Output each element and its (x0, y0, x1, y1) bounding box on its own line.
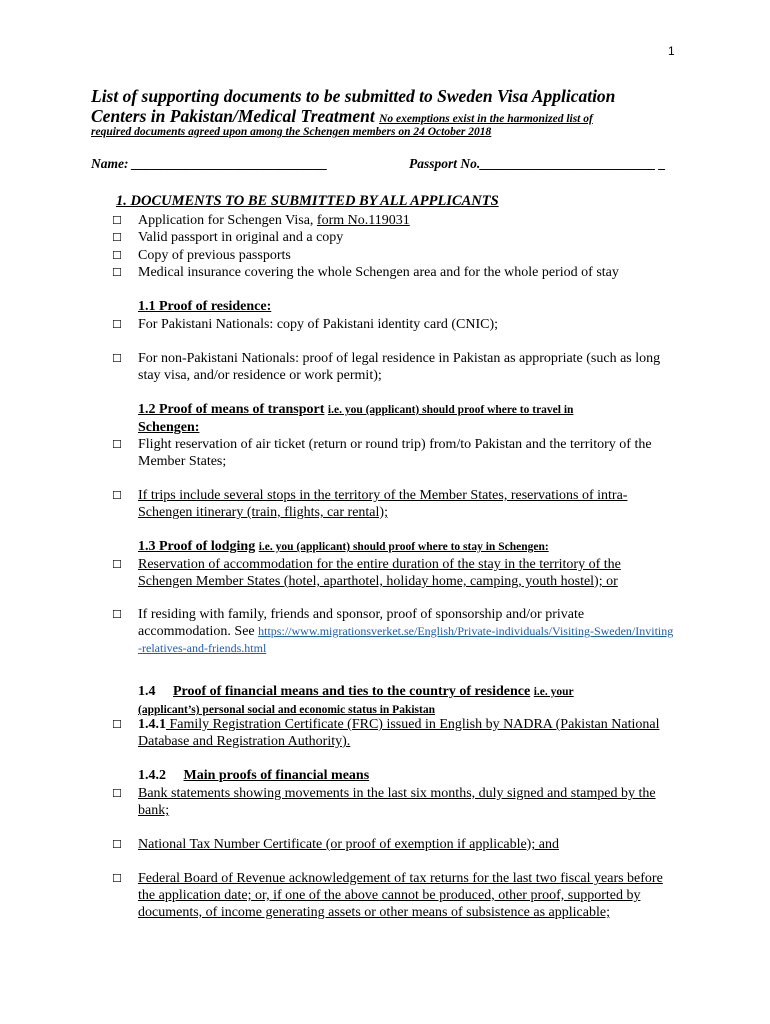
checkbox-icon[interactable]: ☐ (112, 266, 122, 279)
checkbox-icon[interactable]: ☐ (112, 438, 122, 451)
item-text: Federal Board of Revenue acknowledgement of tax returns for the last two fiscal years before the application date; or, if one of the above cannot be produced, other proof, supported by documents, of income generating assets or other means of subsistence as applicable; (138, 871, 663, 920)
transport-heading (138, 401, 678, 436)
checkbox-icon[interactable]: ☐ (112, 318, 122, 331)
item-text: If trips include several stops in the territory of the Member States, reservations of intra-Schengen itinerary (train, flights, car rental); (138, 488, 628, 520)
title-line-1: List of supporting documents to be submitted to Sweden Visa Application (91, 86, 616, 106)
item-text: Bank statements showing movements in the last six months, duly signed and stamped by the bank; (138, 786, 656, 818)
item-text: For Pakistani Nationals: copy of Pakistani identity card (CNIC); (138, 317, 499, 332)
page-number: 1 (668, 44, 675, 58)
title-note-part2: required documents agreed upon among the Schengen members on 24 October 2018 (91, 126, 492, 138)
frc-number: 1.4.1 (138, 717, 166, 732)
applicant-fields (91, 156, 681, 172)
checkbox-icon[interactable]: ☐ (112, 249, 122, 262)
lodging-heading (138, 538, 678, 556)
main-proofs-number: 1.4.2 (138, 768, 166, 783)
item-text: Application for Schengen Visa, (138, 213, 317, 228)
financial-note-2: (applicant’s) personal social and economic status in Pakistan (138, 704, 436, 716)
checkbox-icon[interactable]: ☐ (112, 787, 122, 800)
checkbox-icon[interactable]: ☐ (112, 352, 122, 365)
checkbox-icon[interactable]: ☐ (112, 608, 122, 621)
lodging-note: i.e. you (applicant) should proof where to stay in Schengen: (258, 541, 549, 553)
passport-field[interactable]: Passport No.__________________________ _ (409, 156, 666, 171)
title-note-part1: No exemptions exist in the harmonized list of (379, 113, 593, 125)
checkbox-icon[interactable]: ☐ (112, 718, 122, 731)
checkbox-icon[interactable]: ☐ (112, 489, 122, 502)
form-link[interactable]: form No.119031 (316, 213, 410, 228)
item-text: Family Registration Certificate (FRC) issued in English by NADRA (Pakistan National Database and Registration Authority). (138, 717, 660, 749)
financial-heading (138, 683, 678, 719)
item-text: Flight reservation of air ticket (return or round trip) from/to Pakistan and the territory of the Member States; (138, 437, 652, 469)
document-title (91, 86, 691, 129)
financial-number: 1.4 (138, 684, 156, 699)
item-text: Copy of previous passports (138, 248, 291, 263)
title-line-2-text: Centers in Pakistan/Medical Treatment (91, 106, 375, 126)
section-1-heading: 1. DOCUMENTS TO BE SUBMITTED BY ALL APPLICANTS (116, 193, 499, 209)
transport-heading-text: 1.2 Proof of means of transport (138, 402, 325, 417)
checkbox-icon[interactable]: ☐ (112, 872, 122, 885)
name-field[interactable]: Name: _____________________________ (91, 156, 328, 171)
checkbox-icon[interactable]: ☐ (112, 558, 122, 571)
financial-heading-text: Proof of financial means and ties to the country of residence (173, 684, 531, 699)
residence-heading-text: 1.1 Proof of residence: (138, 299, 272, 314)
item-text: Reservation of accommodation for the entire duration of the stay in the territory of the Schengen Member States (hotel, aparthotel, holiday home, camping, youth hostel); or (138, 557, 621, 589)
item-text: If residing with family, friends and sponsor, proof of sponsorship and/or private accommodation. See (138, 607, 585, 639)
checkbox-icon[interactable]: ☐ (112, 214, 122, 227)
item-text: Medical insurance covering the whole Schengen area and for the whole period of stay (138, 265, 619, 280)
checkbox-icon[interactable]: ☐ (112, 838, 122, 851)
item-text: National Tax Number Certificate (or proof of exemption if applicable); and (138, 837, 559, 852)
lodging-heading-text: 1.3 Proof of lodging (138, 539, 256, 554)
residence-heading (138, 298, 678, 315)
checkbox-icon[interactable]: ☐ (112, 231, 122, 244)
item-text: Valid passport in original and a copy (138, 230, 344, 245)
migrationsverket-link[interactable]: https://www.migrationsverket.se/English/Private-individuals/Visiting-Sweden/Inviting-relatives-and-friends.html (138, 624, 674, 655)
main-proofs-heading-text: Main proofs of financial means (183, 768, 370, 783)
transport-note: i.e. you (applicant) should proof where to travel in (327, 404, 574, 416)
item-text: For non-Pakistani Nationals: proof of legal residence in Pakistan as appropriate (such as long stay visa, and/or residence or work permit); (138, 351, 661, 383)
financial-note-1: i.e. your (533, 686, 574, 698)
transport-heading-cont: Schengen: (138, 420, 200, 435)
main-proofs-heading (138, 767, 678, 784)
